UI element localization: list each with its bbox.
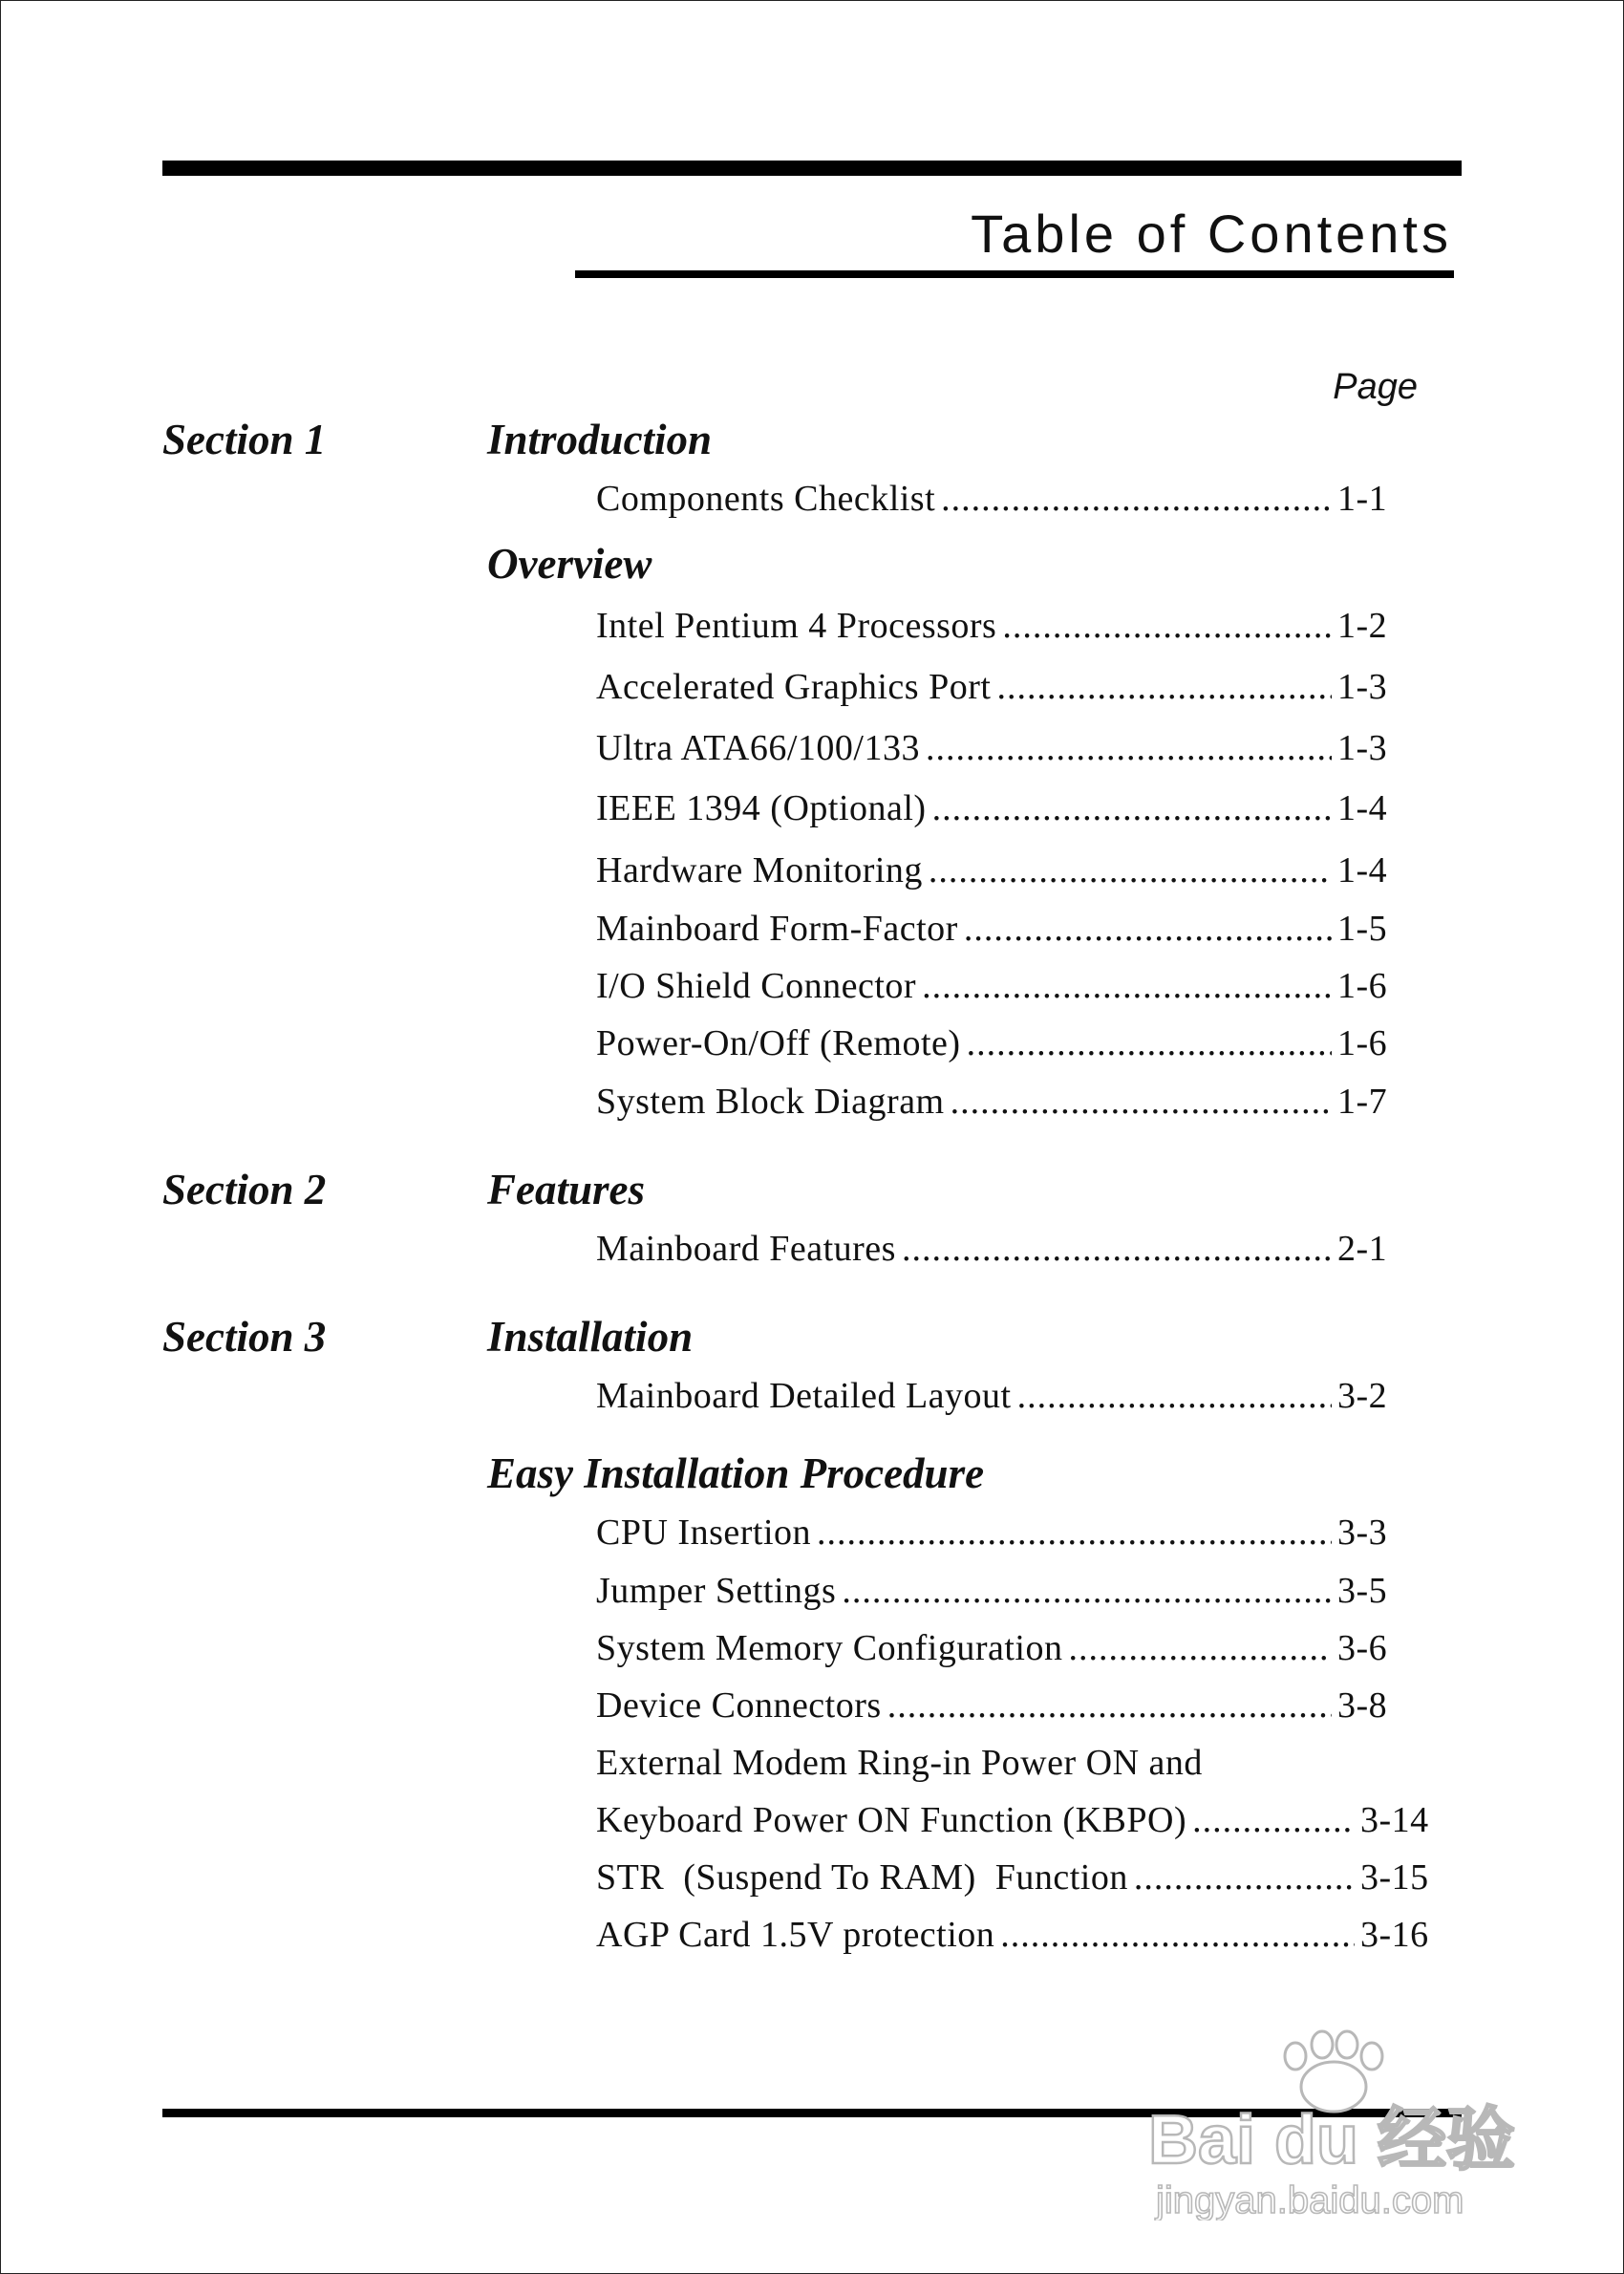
- page-title: Table of Contents: [971, 204, 1452, 264]
- toc-entry[interactable]: [596, 1570, 1408, 1612]
- toc-entry-page: 1-3: [1337, 728, 1388, 768]
- toc-entry[interactable]: [596, 965, 1408, 1007]
- toc-entry[interactable]: [596, 908, 1408, 950]
- toc-entry-text: IEEE 1394 (Optional): [596, 788, 927, 828]
- toc-entry-text: AGP Card 1.5V protection: [596, 1915, 995, 1955]
- leader-dots: [902, 1228, 1332, 1270]
- toc-entry-text: Hardware Monitoring: [596, 850, 923, 890]
- toc-entry[interactable]: [596, 1914, 1431, 1956]
- toc-entry-text: I/O Shield Connector: [596, 966, 917, 1006]
- leader-dots: [964, 908, 1332, 950]
- toc-entry-text: Mainboard Detailed Layout: [596, 1376, 1012, 1416]
- section-2-title: Features: [487, 1166, 646, 1213]
- toc-entry-text: System Memory Configuration: [596, 1628, 1063, 1668]
- leader-dots: [1000, 1914, 1355, 1956]
- toc-entry-text: Intel Pentium 4 Processors: [596, 606, 997, 646]
- toc-entry-continued[interactable]: [596, 1742, 1208, 1784]
- leader-dots: [1068, 1627, 1332, 1669]
- toc-entry[interactable]: [596, 666, 1408, 708]
- toc-entry-text: Jumper Settings: [596, 1571, 837, 1611]
- watermark: [1143, 2029, 1544, 2220]
- toc-entry-page: 1-5: [1337, 909, 1388, 949]
- toc-entry-page: 1-6: [1337, 1023, 1388, 1063]
- toc-entry-page: 1-4: [1337, 850, 1388, 890]
- toc-entry-page: 3-3: [1337, 1512, 1388, 1553]
- subsection-overview-title: Overview: [487, 540, 652, 588]
- toc-entry[interactable]: [596, 1375, 1408, 1417]
- toc-entry-page: 1-6: [1337, 966, 1388, 1006]
- leader-dots: [1002, 605, 1332, 647]
- section-1-label: Section 1: [162, 416, 327, 463]
- toc-entry[interactable]: [596, 1512, 1408, 1554]
- leader-dots: [941, 478, 1332, 520]
- toc-entry[interactable]: [596, 1022, 1408, 1064]
- paw-icon: [1285, 2031, 1382, 2112]
- toc-entry[interactable]: [596, 478, 1408, 520]
- toc-entry-text: Components Checklist: [596, 479, 936, 519]
- toc-entry[interactable]: [596, 1799, 1431, 1841]
- toc-entry[interactable]: [596, 1856, 1431, 1899]
- leader-dots: [951, 1081, 1332, 1123]
- toc-entry-page: 3-6: [1337, 1628, 1388, 1668]
- top-rule: [162, 161, 1462, 176]
- toc-entry[interactable]: [596, 849, 1408, 891]
- toc-entry[interactable]: [596, 605, 1408, 647]
- watermark-url: jingyan.baidu.com: [1156, 2179, 1464, 2220]
- leader-dots: [887, 1684, 1332, 1727]
- toc-entry-text: Keyboard Power ON Function (KBPO): [596, 1800, 1187, 1840]
- toc-entry-page: 3-5: [1337, 1571, 1388, 1611]
- toc-entry-text: External Modem Ring-in Power ON and: [596, 1743, 1203, 1783]
- leader-dots: [922, 965, 1332, 1007]
- toc-entry-page: 3-2: [1337, 1376, 1388, 1416]
- toc-entry-text: Ultra ATA66/100/133: [596, 728, 920, 768]
- toc-entry-text: CPU Insertion: [596, 1512, 811, 1553]
- leader-dots: [1017, 1375, 1332, 1417]
- section-1-title: Introduction: [487, 416, 713, 463]
- toc-entry-text: Power-On/Off (Remote): [596, 1023, 961, 1063]
- leader-dots: [996, 666, 1332, 708]
- toc-entry-text: STR (Suspend To RAM) Function: [596, 1857, 1128, 1898]
- section-2-label: Section 2: [162, 1166, 327, 1213]
- leader-dots: [842, 1570, 1332, 1612]
- toc-entry-text: Mainboard Form-Factor: [596, 909, 958, 949]
- toc-entry-page: 1-7: [1337, 1082, 1388, 1122]
- toc-entry-text: Accelerated Graphics Port: [596, 667, 992, 707]
- toc-entry[interactable]: [596, 1684, 1408, 1727]
- section-3-label: Section 3: [162, 1313, 327, 1361]
- toc-entry-page: 1-1: [1337, 479, 1388, 519]
- leader-dots: [1134, 1856, 1355, 1899]
- watermark-brand: Bai du 经验: [1148, 2102, 1516, 2178]
- toc-entry-page: 1-4: [1337, 788, 1388, 828]
- toc-entry-page: 3-14: [1360, 1800, 1429, 1840]
- subsection-easy-installation-title: Easy Installation Procedure: [487, 1449, 985, 1497]
- toc-entry[interactable]: [596, 1081, 1408, 1123]
- toc-entry-page: 3-16: [1360, 1915, 1429, 1955]
- leader-dots: [926, 727, 1332, 769]
- leader-dots: [929, 849, 1332, 891]
- leader-dots: [967, 1022, 1332, 1064]
- toc-entry-text: Device Connectors: [596, 1685, 882, 1726]
- toc-entry-page: 3-15: [1360, 1857, 1429, 1898]
- section-3-title: Installation: [487, 1313, 694, 1361]
- page-column-label: Page: [1333, 367, 1418, 407]
- toc-entry[interactable]: [596, 727, 1408, 769]
- toc-entry[interactable]: [596, 1627, 1408, 1669]
- toc-entry-text: System Block Diagram: [596, 1082, 945, 1122]
- toc-entry[interactable]: [596, 1228, 1408, 1270]
- leader-dots: [1192, 1799, 1355, 1841]
- toc-entry-page: 1-3: [1337, 667, 1388, 707]
- toc-entry-page: 1-2: [1337, 606, 1388, 646]
- toc-entry[interactable]: [596, 787, 1408, 829]
- leader-dots: [932, 787, 1332, 829]
- leader-dots: [817, 1512, 1332, 1554]
- toc-entry-text: Mainboard Features: [596, 1229, 896, 1269]
- toc-entry-page: 2-1: [1337, 1229, 1388, 1269]
- toc-entry-page: 3-8: [1337, 1685, 1388, 1726]
- title-underline: [575, 270, 1454, 278]
